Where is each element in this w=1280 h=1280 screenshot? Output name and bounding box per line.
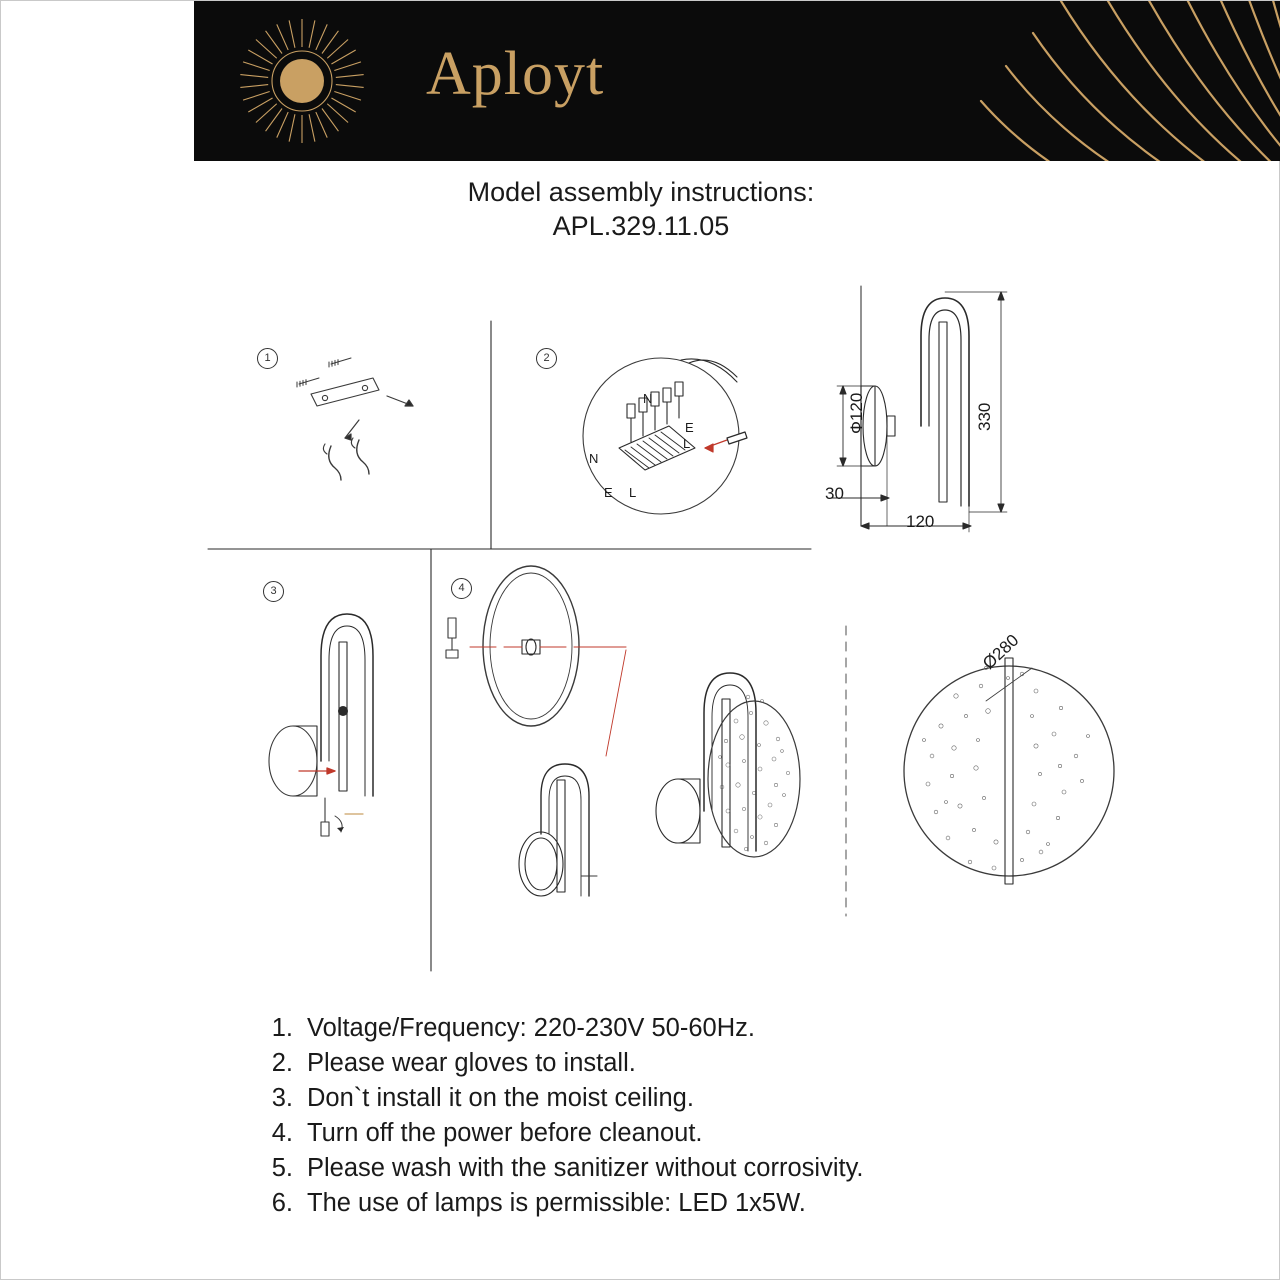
model-code: APL.329.11.05	[552, 211, 730, 241]
step-badge-2: 2	[536, 348, 557, 369]
wire-label-l-top: L	[683, 436, 691, 451]
note-number: 5.	[271, 1154, 293, 1182]
sunburst-logo-icon	[234, 13, 370, 149]
list-item	[251, 1011, 1151, 1046]
safety-notes-list	[251, 1011, 1151, 1221]
brand-name: Aployt	[426, 40, 605, 108]
list-item	[251, 1081, 1151, 1116]
note-text: Please wear gloves to install.	[307, 1049, 636, 1077]
note-text: The use of lamps is permissible: LED 1x5W.	[307, 1189, 806, 1217]
dimension-depth-small: 30	[825, 484, 844, 503]
figure-area	[1, 256, 1280, 986]
wire-label-n-top: N	[643, 391, 653, 406]
list-item	[251, 1116, 1151, 1151]
assembly-diagrams	[1, 256, 1280, 986]
dimension-depth-large: 120	[906, 512, 935, 531]
page-title: Model assembly instructions:	[467, 177, 815, 207]
note-number: 2.	[271, 1049, 293, 1077]
wire-label-l-bottom: L	[629, 485, 637, 500]
step-badge-1: 1	[257, 348, 278, 369]
note-number: 1.	[271, 1014, 293, 1042]
dimension-backplate-diameter: Ф120	[847, 392, 866, 434]
list-item	[251, 1186, 1151, 1221]
dimension-height: 330	[975, 402, 994, 431]
note-text: Voltage/Frequency: 220-230V 50-60Hz.	[307, 1014, 755, 1042]
dimension-ring-diameter: Ø280	[979, 630, 1023, 673]
note-number: 6.	[271, 1189, 293, 1217]
palm-rays-decoration-icon	[801, 1, 1280, 161]
step-badge-3: 3	[263, 581, 284, 602]
note-number: 3.	[271, 1084, 293, 1112]
wire-label-n-bottom: N	[589, 451, 599, 466]
note-number: 4.	[271, 1119, 293, 1147]
step-badge-4: 4	[451, 578, 472, 599]
wire-label-e-bottom: E	[604, 485, 613, 500]
note-text: Please wash with the sanitizer without corrosivity.	[307, 1154, 864, 1182]
note-text: Don`t install it on the moist ceiling.	[307, 1084, 694, 1112]
note-text: Turn off the power before cleanout.	[307, 1119, 703, 1147]
brand-banner	[194, 1, 1280, 161]
list-item	[251, 1046, 1151, 1081]
wire-label-e-top: E	[685, 420, 694, 435]
list-item	[251, 1151, 1151, 1186]
